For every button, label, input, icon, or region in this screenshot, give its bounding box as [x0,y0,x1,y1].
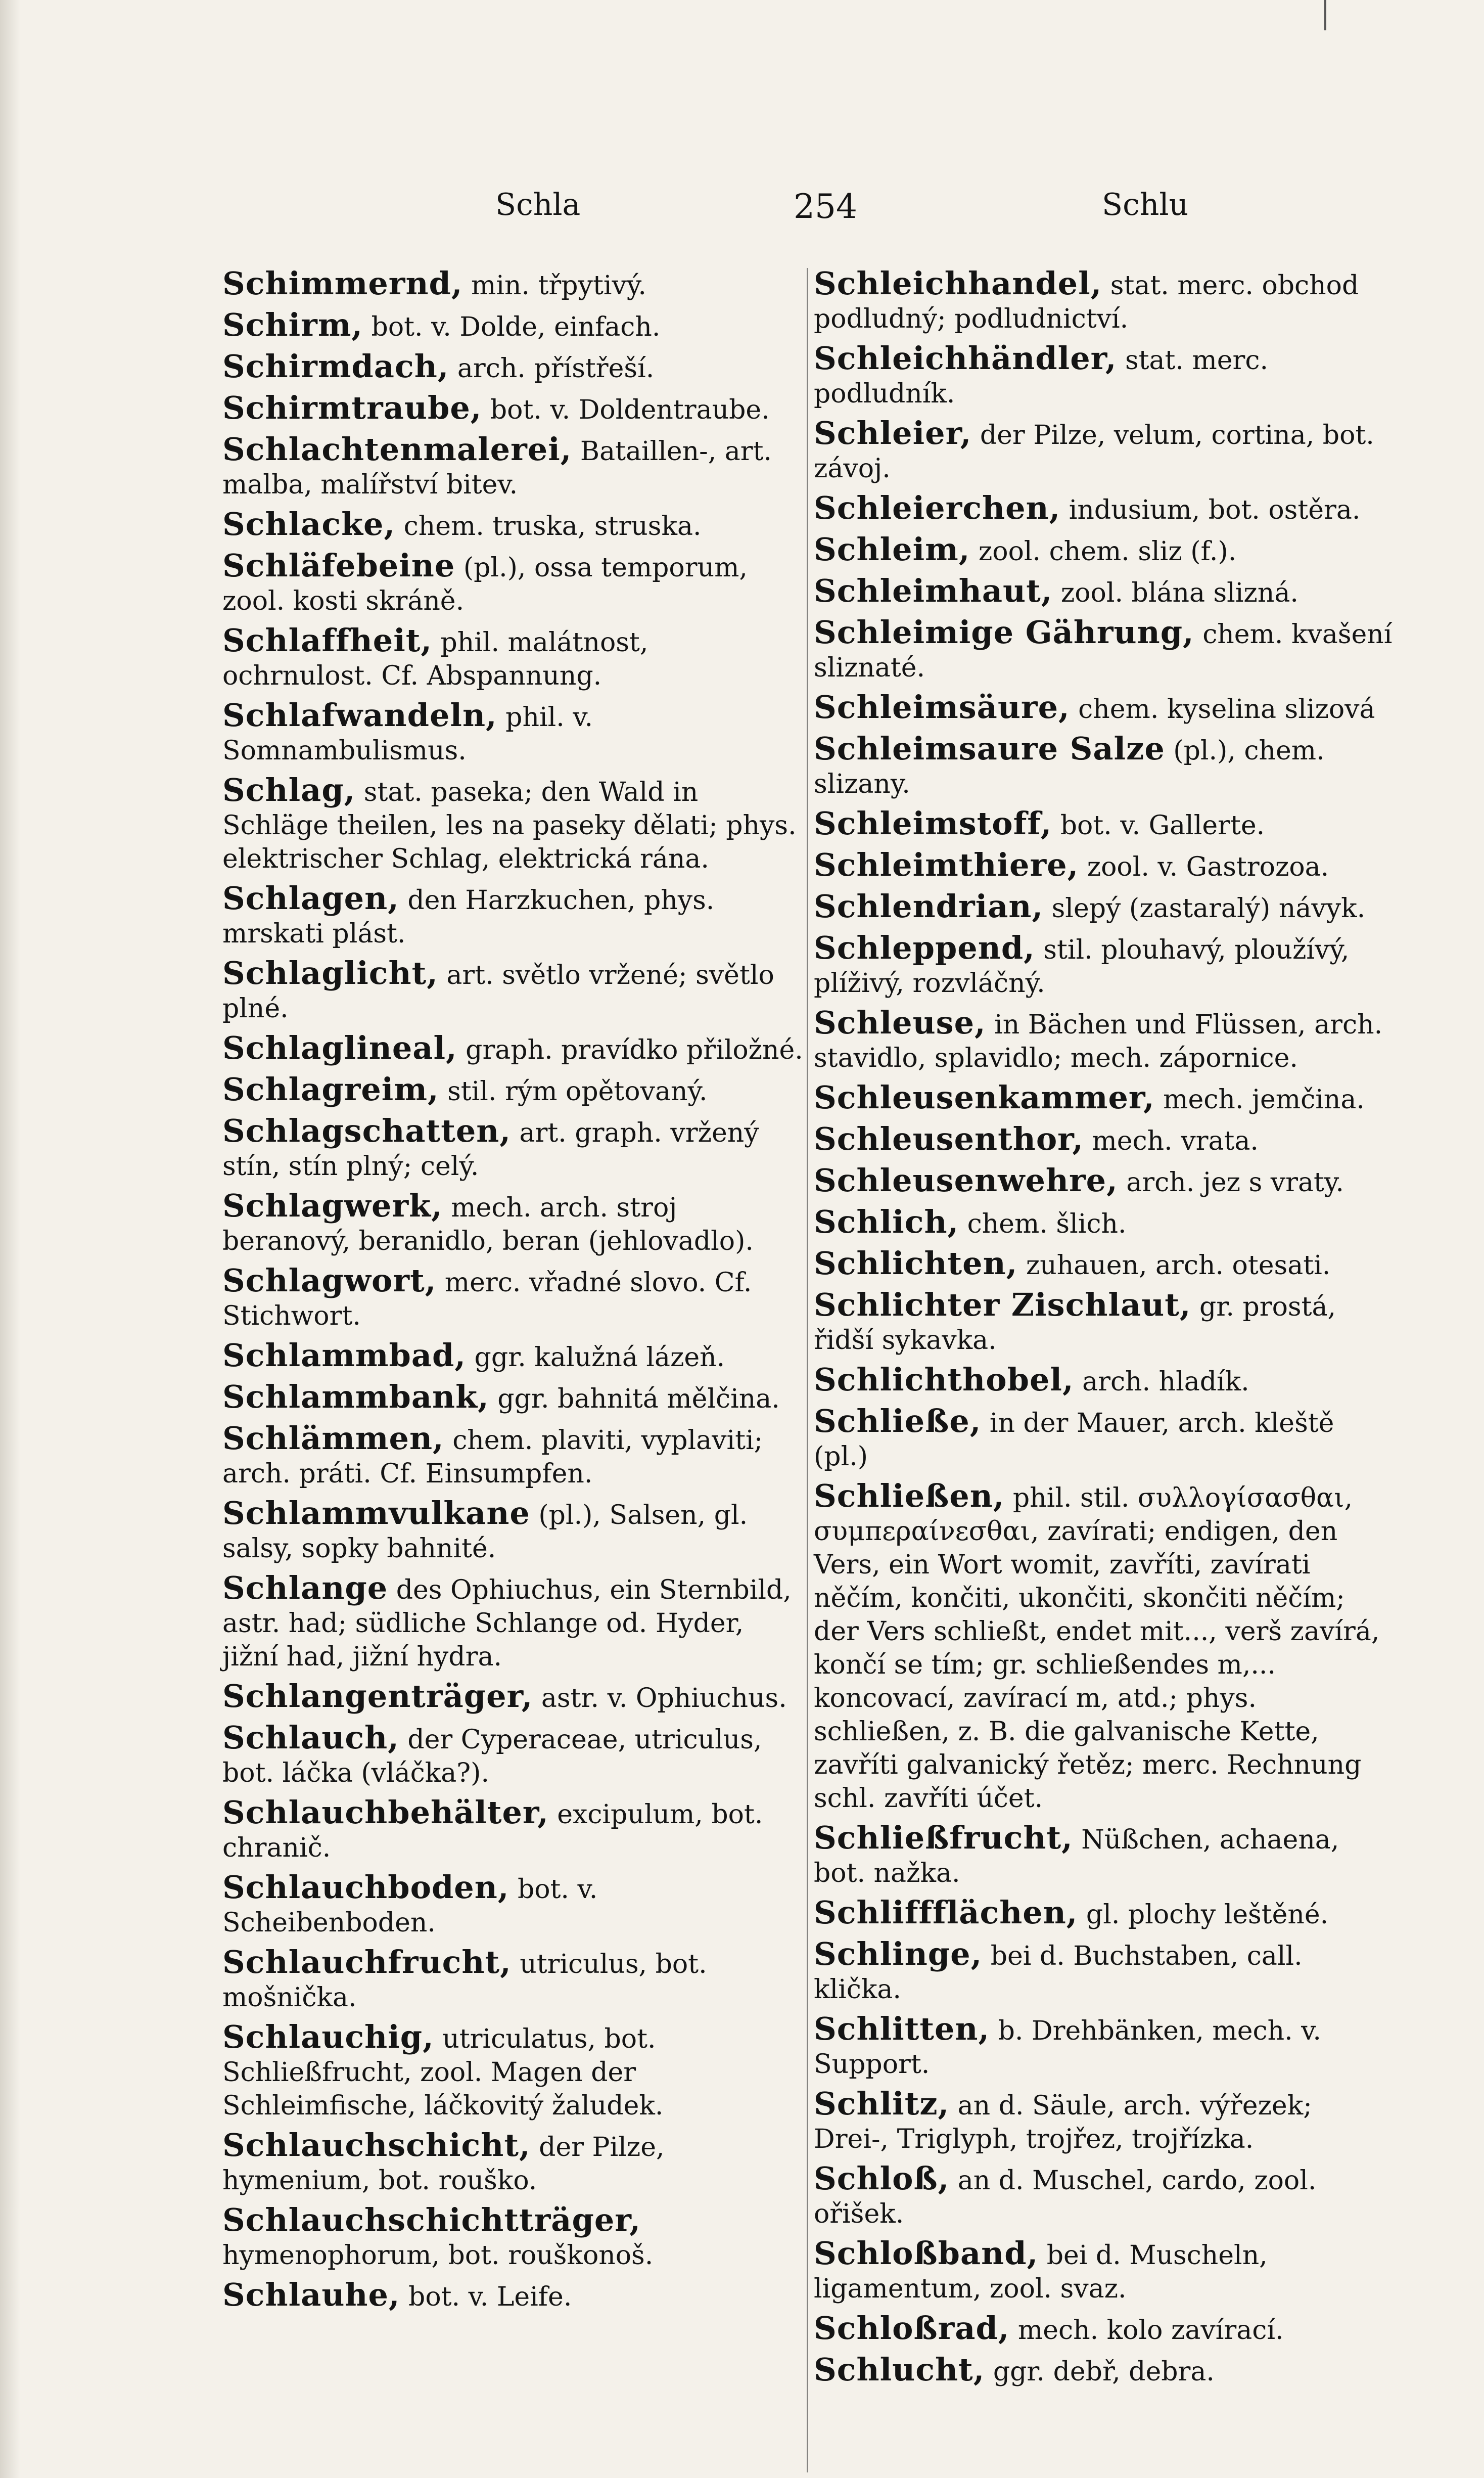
entry-headword: Schlauhe, [222,2276,400,2313]
entry-headword: Schimmernd, [222,265,463,302]
dictionary-entry [222,1380,804,1416]
dictionary-entry [814,1164,1395,1199]
entry-definition: min. třpytivý. [471,271,646,301]
entry-definition: b. Drehbänken, mech. v. Support. [814,2016,1321,2080]
column-divider [807,268,808,2472]
entry-definition: in Bächen und Flüssen, arch. stavidlo, splavidlo; mech. zápornice. [814,1010,1383,1073]
entry-definition: bot. v. Doldentraube. [490,395,770,425]
entry-definition: bot. v. Leife. [408,2282,572,2312]
left-column [222,267,804,2320]
entry-definition: stat. merc. podludník. [814,345,1269,409]
dictionary-entry [814,1896,1395,1931]
dictionary-entry [814,1081,1395,1116]
entry-definition: mech. vrata. [1092,1126,1259,1156]
entry-headword: Schleimthiere, [814,846,1079,883]
right-column [814,267,1395,2395]
entry-headword: Schlammbank, [222,1378,489,1415]
entry-headword: Schleimige Gährung, [814,614,1194,651]
dictionary-entry [814,848,1395,884]
page-edge [0,0,20,2478]
entry-headword: Schleusenthor, [814,1120,1084,1157]
entry-headword: Schliffflächen, [814,1894,1078,1931]
entry-definition: bei d. Muscheln, ligamentum, zool. svaz. [814,2240,1268,2304]
header-left-guideword: Schla [495,187,581,222]
entry-headword: Schlucht, [814,2351,985,2388]
entry-definition: zool. chem. sliz (f.). [978,536,1237,567]
dictionary-entry [814,931,1395,1000]
dictionary-entry [222,1114,804,1183]
dictionary-entry [814,1935,1395,2006]
entry-headword: Schleusenwehre, [814,1162,1118,1199]
entry-definition: chem. truska, struska. [403,511,702,542]
entry-definition: an d. Muschel, cardo, zool. ořišek. [814,2166,1317,2229]
entry-definition: Bataillen-, art. malba, malířství bitev. [222,436,772,500]
dictionary-entry [814,807,1395,842]
entry-definition: (pl.), chem. slizany. [814,736,1325,799]
dictionary-entry [814,1363,1395,1399]
entry-headword: Schlagwort, [222,1262,437,1299]
entry-definition: zool. blána slizná. [1060,578,1298,608]
entry-headword: Schlafwandeln, [222,697,497,734]
dictionary-entry [222,2203,804,2272]
entry-definition: ggr. kalužná lázeň. [474,1342,725,1373]
entry-headword: Schlag, [222,772,356,808]
entry-definition: bot. v. Scheibenboden. [222,1874,598,1938]
entry-headword: Schlangenträger, [222,1678,533,1715]
dictionary-entry [222,508,804,543]
dictionary-entry [222,1264,804,1333]
dictionary-entry [814,2162,1395,2231]
entry-headword: Schlichthobel, [814,1361,1074,1398]
entry-definition: an d. Säule, arch. výřezek; Drei-, Triglyph, trojřez, trojřízka. [814,2091,1312,2154]
entry-headword: Schließen, [814,1477,1005,1514]
entry-headword: Schläfebeine [222,547,455,584]
entry-headword: Schlauchschichtträger, [222,2201,641,2238]
dictionary-entry [814,2312,1395,2347]
entry-headword: Schlagwerk, [222,1187,443,1224]
dictionary-entry [222,699,804,768]
page-header [222,187,1375,243]
entry-definition: chem. plaviti, vyplaviti; arch. práti. Cf. Einsumpfen. [222,1425,763,1489]
dictionary-entry [814,2087,1395,2156]
entry-headword: Schlauch, [222,1719,399,1756]
entry-headword: Schleim, [814,531,970,568]
entry-headword: Schirm, [222,306,363,343]
dictionary-entry [814,691,1395,726]
entry-definition: stat. paseka; den Wald in Schläge theilen, les na paseky dělati; phys. elektrischer Schlag, elektrická rána. [222,777,797,874]
entry-definition: des Ophiuchus, ein Sternbild, astr. had; südliche Schlange od. Hyder, jižní had, jižní hydra. [222,1575,792,1672]
page-number: 254 [794,187,857,226]
dictionary-entry [222,2020,804,2123]
dictionary-entry [814,1405,1395,1473]
entry-definition: bot. v. Dolde, einfach. [371,312,661,342]
entry-headword: Schlacke, [222,506,396,543]
dictionary-entry [222,624,804,693]
entry-definition: astr. v. Ophiuchus. [541,1683,787,1714]
entry-definition: stat. merc. obchod podludný; podludnictví. [814,271,1359,334]
entry-definition: Nüßchen, achaena, bot. nažka. [814,1825,1339,1888]
dictionary-entry [222,2129,804,2197]
entry-definition: zool. v. Gastrozoa. [1087,852,1329,882]
entry-headword: Schlauchbehälter, [222,1794,549,1831]
entry-definition: ggr. debř, debra. [993,2357,1215,2387]
entry-definition: phil. malátnost, ochrnulost. Cf. Abspannung. [222,627,648,691]
entry-definition: mech. arch. stroj beranový, beranidlo, beran (jehlovadlo). [222,1193,754,1256]
entry-headword: Schlämmen, [222,1420,444,1457]
dictionary-entry [814,1205,1395,1241]
dictionary-entry [814,574,1395,610]
dictionary-entry [814,533,1395,568]
entry-definition: (pl.), ossa temporum, zool. kosti skráně. [222,553,748,616]
dictionary-entry [814,2353,1395,2389]
entry-definition: zuhauen, arch. otesati. [1026,1250,1331,1281]
entry-definition: der Cyperaceae, utriculus, bot. láčka (vláčka?). [222,1725,762,1788]
entry-headword: Schloßrad, [814,2310,1010,2347]
dictionary-entry [222,433,804,502]
entry-definition: arch. hladík. [1082,1367,1249,1397]
dictionary-entry [222,1721,804,1790]
entry-definition: slepý (zastaralý) návyk. [1051,893,1366,924]
dictionary-entry [222,882,804,951]
entry-definition: (pl.), Salsen, gl. salsy, sopky bahnité. [222,1500,748,1564]
entry-headword: Schlaffheit, [222,622,432,659]
entry-headword: Schlauchboden, [222,1869,509,1906]
entry-headword: Schleichhandel, [814,265,1102,302]
entry-definition: stil. plouhavý, ploužívý, plíživý, rozvláčný. [814,935,1350,999]
entry-definition: den Harzkuchen, phys. mrskati plást. [222,885,715,949]
entry-definition: chem. šlich. [967,1209,1127,1239]
dictionary-entry [222,774,804,876]
entry-definition: utriculatus, bot. Schließfrucht, zool. Magen der Schleimfische, láčkovitý žaludek. [222,2024,664,2121]
entry-definition: merc. vřadné slovo. Cf. Stichwort. [222,1268,752,1331]
entry-headword: Schleichhändler, [814,340,1117,377]
entry-definition: ggr. bahnitá mělčina. [497,1384,780,1414]
entry-headword: Schleppend, [814,929,1035,966]
entry-headword: Schlagschatten, [222,1112,511,1149]
entry-headword: Schlange [222,1569,388,1606]
entry-headword: Schleier, [814,415,972,452]
dictionary-entry [814,417,1395,485]
dictionary-entry [814,616,1395,685]
dictionary-entry [814,491,1395,527]
entry-headword: Schlich, [814,1203,959,1240]
entry-definition: der Pilze, velum, cortina, bot. závoj. [814,420,1374,484]
entry-headword: Schlichten, [814,1245,1018,1282]
dictionary-entry [222,1871,804,1940]
entry-headword: Schlinge, [814,1935,983,1972]
entry-headword: Schlauchfrucht, [222,1944,512,1980]
entry-definition: arch. přístřeší. [457,353,655,384]
entry-definition: graph. pravídko přiložné. [466,1035,803,1065]
entry-definition: phil. stil. συλλογίσασθαι, συμπεραίνεσθαι, zavírati; endigen, den Vers, ein Wort womit, zavříti, zavírati něčím, končiti, ukončiti, skončiti něčím; der Vers schließt, endet mit..., verš zavírá, končí se tím; gr. schließendes m,... koncovací, zavírací m, atd.; phys. schließen, z. B. die galvanische Kette, zavříti galvanický řetěz; merc. Rechnung schl. zavříti účet. [814,1483,1380,1814]
entry-headword: Schloß, [814,2160,950,2197]
header-right-guideword: Schlu [1102,187,1189,222]
dictionary-entry [814,1247,1395,1282]
dictionary-entry [222,1339,804,1374]
dictionary-entry [222,549,804,618]
entry-definition: arch. jez s vraty. [1126,1167,1344,1198]
dictionary-entry [814,2237,1395,2306]
entry-definition: gr. prostá, řidší sykavka. [814,1292,1336,1356]
entry-headword: Schleimsaure Salze [814,730,1165,767]
dictionary-entry [814,1288,1395,1357]
dictionary-entry [222,1031,804,1067]
entry-definition: art. graph. vržený stín, stín plný; celý. [222,1118,759,1182]
entry-definition: der Pilze, hymenium, bot. rouško. [222,2132,665,2196]
dictionary-entry [814,1821,1395,1890]
dictionary-entry [222,1571,804,1674]
entry-headword: Schlammbad, [222,1337,466,1374]
entry-definition: bei d. Buchstaben, call. klička. [814,1941,1303,2005]
dictionary-entry [814,1479,1395,1815]
dictionary-entry [222,1189,804,1258]
dictionary-entry [222,350,804,385]
entry-headword: Schließfrucht, [814,1819,1073,1856]
entry-headword: Schleusenkammer, [814,1079,1155,1116]
entry-headword: Schlagen, [222,880,399,917]
entry-definition: in der Mauer, arch. kleště (pl.) [814,1408,1334,1472]
dictionary-entry [814,890,1395,925]
entry-headword: Schirmdach, [222,348,449,385]
dictionary-entry [814,2012,1395,2081]
dictionary-entry [222,957,804,1025]
entry-headword: Schleuse, [814,1004,986,1041]
entry-headword: Schlendrian, [814,888,1044,925]
entry-headword: Schleimstoff, [814,805,1052,842]
entry-headword: Schlitten, [814,2010,990,2047]
entry-definition: chem. kyselina slizová [1078,694,1375,725]
page-edge-mark [1324,0,1326,30]
entry-headword: Schlammvulkane [222,1495,530,1531]
dictionary-entry [814,1122,1395,1158]
entry-definition: mech. kolo zavírací. [1017,2315,1284,2346]
entry-definition: phil. v. Somnambulismus. [222,702,593,766]
dictionary-entry [222,267,804,302]
entry-headword: Schleimsäure, [814,689,1070,726]
entry-definition: indusium, bot. ostěra. [1069,495,1361,525]
dictionary-entry [222,1796,804,1865]
entry-headword: Schlagreim, [222,1071,439,1108]
dictionary-entry [814,267,1395,336]
entry-headword: Schirmtraube, [222,389,482,426]
dictionary-entry [222,391,804,427]
entry-definition: art. světlo vržené; světlo plné. [222,960,774,1024]
entry-headword: Schlauchschicht, [222,2127,531,2164]
entry-definition: chem. kvašení sliznaté. [814,619,1393,683]
entry-definition: mech. jemčina. [1163,1085,1365,1115]
dictionary-entry [814,1006,1395,1075]
entry-headword: Schlauchig, [222,2018,434,2055]
dictionary-entry [814,342,1395,411]
entry-headword: Schlaglicht, [222,955,438,992]
entry-definition: stil. rým opětovaný. [447,1076,708,1107]
dictionary-entry [222,1073,804,1108]
entry-headword: Schleierchen, [814,489,1061,526]
entry-headword: Schlitz, [814,2085,950,2122]
dictionary-entry [222,1497,804,1565]
entry-headword: Schlaglineal, [222,1029,457,1066]
entry-definition: gl. plochy leštěné. [1086,1900,1329,1930]
entry-headword: Schließe, [814,1403,982,1439]
dictionary-entry [814,732,1395,801]
dictionary-entry [222,2278,804,2314]
dictionary-entry [222,308,804,344]
entry-definition: bot. v. Gallerte. [1060,810,1265,841]
dictionary-entry [222,1422,804,1491]
entry-headword: Schloßband, [814,2235,1039,2272]
entry-headword: Schlichter Zischlaut, [814,1286,1191,1323]
entry-headword: Schleimhaut, [814,572,1053,609]
dictionary-entry [222,1680,804,1715]
entry-definition: excipulum, bot. chranič. [222,1799,763,1863]
entry-definition: hymenophorum, bot. rouškonoš. [222,2240,654,2271]
dictionary-entry [222,1946,804,2014]
entry-definition: utriculus, bot. mošnička. [222,1949,707,2013]
entry-headword: Schlachtenmalerei, [222,431,572,468]
